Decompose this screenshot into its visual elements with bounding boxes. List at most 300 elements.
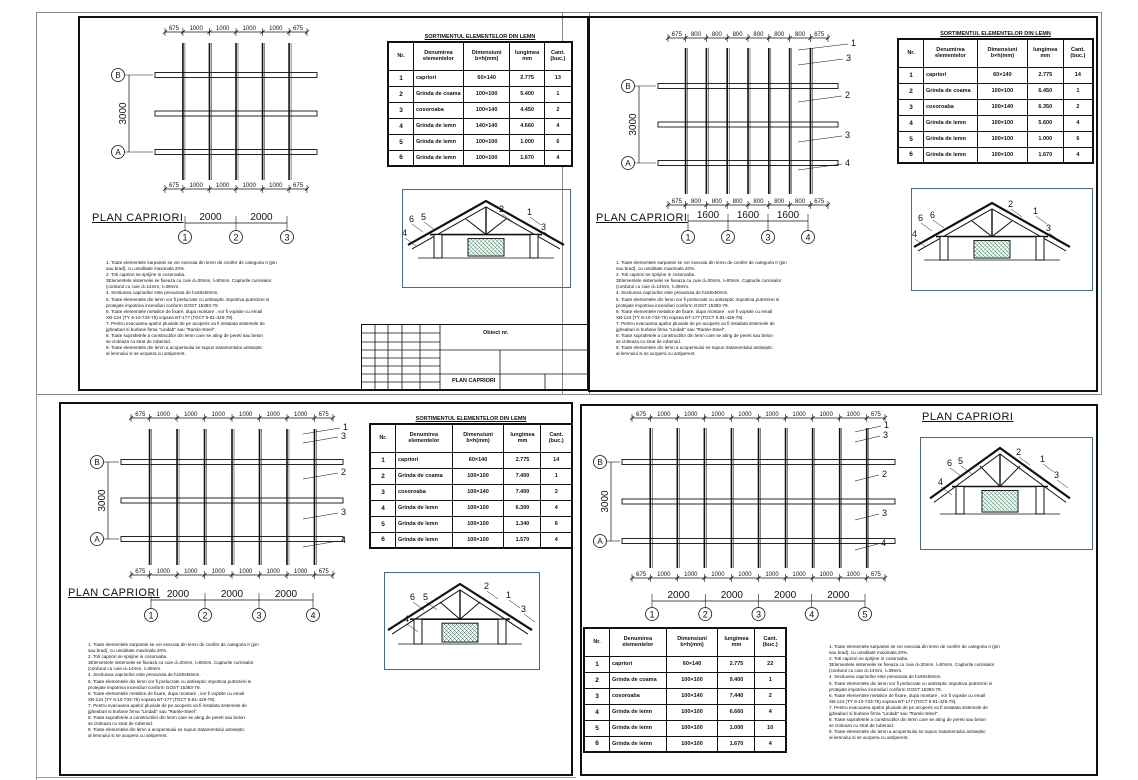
spec-table-cell-qty: 4 [755,736,786,752]
note-line: 6. Toate elementele metalice de fixare, dupa montare , vor fi vopsite cu email [88,690,245,696]
note-line: se izoleaza cu strat de ruberoid. [616,339,682,345]
dimension-label: 675 [671,199,682,205]
note-line: al lemnului si se acopera cu antiperent. [616,351,696,357]
note-line: 1. Toate elementele sarpantei se vor executa din lemn de conifer de categoria II (pin [616,260,787,265]
spec-table-header-cell: Cant. (buc.) [755,628,786,656]
note-line: protejate impotriva incendiuri conform GOST 15393-79. [616,302,729,308]
spec-table-cell-qty: 22 [755,656,786,672]
leader-label: 2 [845,90,851,100]
note-line: 7. Pentru evacuarea apelor pluviale de pe acoperis va fi instalata sistemele de [88,702,247,708]
spec-table-cell-qty: 13 [544,70,572,86]
dimension-label: 1000 [765,412,779,418]
leader-label: 1 [343,422,349,432]
axis-column-label: 1 [649,609,655,620]
detail-label: 5 [421,212,427,222]
spec-table-cell-name: Grinda de lemn [414,118,464,134]
axis-column-label: 1 [148,610,154,621]
detail-label: 6 [918,213,924,223]
spec-table-cell-nr: 1 [388,70,414,86]
axis-column-label: 1 [685,232,691,243]
note-line: XB-124 (TY 6-10-733-75) vopsea БT-177 (ГОСТ 5-81-426-79). [829,698,957,704]
spec-table-cell-nr: 5 [898,131,924,147]
spec-table-cell-qty: 4 [544,118,572,134]
note-line: 6. Toate elementele metalice de fixare, dupa montare , vor fi vopsite cu email [616,308,773,314]
leader-label: 4 [341,535,347,545]
dimension-label: 1000 [765,572,779,578]
dimension-label: 1000 [684,572,698,578]
dimension-label: 1000 [792,572,806,578]
note-line: 8. Toate suprafetele a constructilor din lemn care se ating de pereti sau beton [829,717,986,723]
note-line: 1. Toate elementele sarpantei se vor executa din lemn de conifer de categoria II (pin [829,644,1000,649]
dimension-label: 675 [870,572,881,578]
dimension-label: 1000 [846,572,860,578]
spec-table-cell-name: Grinda de lemn [924,147,978,163]
axis-column-label: 3 [256,610,262,621]
detail-label: 5 [958,456,964,466]
spec-table-cell-name: Grinda de coama [924,83,978,99]
dimension-label: 800 [774,199,785,205]
spec-table-cell-size: 100×140 [666,688,718,704]
spec-table-cell-name: Grinda de lemn [924,115,978,131]
note-line: 1. Toate elementele sarpantei se vor executa din lemn de conifer de categoria II (pin [88,642,259,647]
detail-label: 4 [912,229,918,239]
note-line: 7. Pentru evacuarea apelor pluviale de pe acoperis va fi instalata sistemele de [106,320,265,326]
dimension-label: 1000 [711,572,725,578]
spec-table-cell-nr: 4 [388,118,414,134]
spec-table-header-cell: Nr. [370,424,396,452]
axis-column-label: 5 [862,609,868,620]
spec-table-cell-size: 100×100 [452,500,504,516]
spec-table-cell-nr: 4 [584,704,610,720]
note-line: 9. Toate elementele din lemn a acoperisului se supun tratamentului antiseptic [88,727,245,733]
dimension-label: 675 [636,572,647,578]
dimension-label: 1000 [738,412,752,418]
dimension-label: 800 [711,199,722,205]
note-line: sau brad), cu umiditate maximala 20%. [616,266,696,272]
spec-table-cell-qty: 14 [1063,67,1093,83]
plan-title-1: PLAN CAPRIORI [92,212,184,224]
spec-table-cell-nr: 1 [584,656,610,672]
spec-table-cell-qty: 6 [1063,131,1093,147]
dimension-label: 1000 [294,569,308,575]
note-line: se izoleaza cu strat de ruberoid. [106,339,172,345]
spec-table-header-cell: Cant. (buc.) [544,42,572,70]
dimension-label: 1000 [269,183,283,189]
spec-table-cell-qty: 2 [541,484,572,500]
spec-table-cell-name: Grinda de lemn [414,134,464,150]
note-line: (cordurul cu cuie d=14mm, l=39mm. [88,666,162,672]
spec-table-cell-name: Grinda de coama [396,468,453,484]
spec-table-header-cell: Denumirea elementelor [610,628,667,656]
spec-table-cell-len: 5.600 [1027,115,1063,131]
span-dimension-label: 1600 [696,210,720,221]
spec-table-cell-len: 5.400 [510,86,544,102]
detail-label: 2 [1016,447,1022,457]
leader-label: 3 [341,431,347,441]
note-line: sau brad), cu umiditate maximala 20%. [829,650,909,656]
spec-table-header-cell: Nr. [898,39,924,67]
spec-table-cell-size: 100×100 [452,468,504,484]
detail-label: 2 [1008,199,1014,209]
title-block-object: Obiect nr. [483,330,509,336]
spec-table-cell-len: 1.670 [510,150,544,166]
spec-table-cell-name: capriori [396,452,453,468]
spec-table-cell-size: 100×100 [463,134,509,150]
spec-table-cell-nr: 1 [898,67,924,83]
note-line: 7. Pentru evacuarea apelor pluviale de pe acoperis va fi instalata sistemele de [829,704,988,710]
note-line: 3Elementele sistemelei se fixeaza cu cuie d=30mm, l=80mm. Capturile curnisalor [829,662,995,668]
note-line: 9. Toate elementele din lemn a acoperisului se supun tratamentului antiseptic [616,345,773,351]
dimension-label: 675 [636,412,647,418]
spec-table-header-cell: lungimea mm [510,42,544,70]
spec-table-caption: SORTIMENTUL ELEMENTELOR DIN LEMN [940,31,1051,37]
dimension-label: 1000 [266,412,280,418]
spec-table-cell-name: capriori [414,70,464,86]
vertical-dimension-label: 3000 [118,102,129,125]
span-dimension-label: 2000 [250,212,273,223]
note-line: se izoleaza cu strat de ruberoid. [88,721,154,727]
spec-table-cell-name: Grinda de lemn [610,736,667,752]
spec-table-caption: SORTIMENTUL ELEMENTELOR DIN LEMN [424,34,536,40]
dimension-label: 1000 [184,412,198,418]
spec-table-cell-name: cosoroaba [396,484,453,500]
spec-table-header-cell: Nr. [388,42,414,70]
spec-table-cell-name: capriori [924,67,978,83]
leader-label: 3 [845,130,851,140]
leader-label: 3 [846,53,852,63]
dimension-label: 1000 [657,572,671,578]
note-line: 8. Toate suprafetele a constructilor din lemn care se ating de pereti sau beton [106,333,263,339]
spec-table-cell-nr: 3 [370,484,396,500]
spec-table-cell-name: cosoroaba [924,99,978,115]
note-line: 8. Toate suprafetele a constructilor din lemn care se ating de pereti sau beton [88,715,245,721]
dimension-label: 1000 [269,26,283,32]
note-line: 4. Sectiunea capriorilor este prevazuta de h160x50mm. [829,674,942,680]
span-dimension-label: 2000 [774,590,797,601]
spec-table-cell-size: 60×140 [978,67,1028,83]
axis-column-label: 4 [310,610,316,621]
spec-table-cell-qty: 4 [541,532,572,548]
detail-label: 6 [410,592,416,602]
note-line: protejate impotriva incendiuri conform GOST 15393-79. [829,686,942,692]
spec-table-cell-qty: 1 [755,672,786,688]
spec-table-cell-qty: 14 [541,452,572,468]
spec-table-cell-nr: 6 [370,532,396,548]
dimension-label: 800 [711,32,722,38]
note-line: 2. Toti capriori se sprijine in cosoroaba. [106,272,186,278]
span-dimension-label: 1600 [736,210,760,221]
detail-label: 6 [409,214,415,224]
spec-table-cell-qty: 10 [755,720,786,736]
detail-label: 4 [938,477,944,487]
axis-row-label: A [94,535,100,544]
note-line: 9. Toate elementele din lemn a acoperisului se supun tratamentului antiseptic [106,345,263,351]
dimension-label: 800 [774,32,785,38]
note-line: 5. Toate elementele din lemn vor fi prelucrate cu antiseptic impotriva putrezirei si [616,296,780,302]
spec-table-cell-size: 100×140 [463,102,509,118]
dimension-label: 675 [293,26,304,32]
leader-label: 4 [881,538,887,548]
axis-column-label: 2 [702,609,708,620]
spec-table-cell-len: 7.440 [718,688,755,704]
dimension-label: 1000 [156,569,170,575]
dimension-label: 1000 [216,26,230,32]
spec-table-cell-len: 2.775 [504,452,541,468]
note-line: sau brad), cu umiditate maximala 20%. [88,648,168,654]
spec-table-cell-len: 1.670 [1027,147,1063,163]
dimension-label: 1000 [189,183,203,189]
detail-label: 4 [404,614,410,624]
note-line: al lemnului si se acopera cu antiperent. [106,351,186,357]
spec-table-cell-qty: 4 [544,150,572,166]
spec-table-cell-name: capriori [610,656,667,672]
dimension-label: 1000 [216,183,230,189]
note-line: protejate impotriva incendiuri conform GOST 15393-79. [106,302,219,308]
dimension-label: 1000 [239,569,253,575]
spec-table-cell-len: 1.000 [718,720,755,736]
spec-table-cell-len: 7.400 [504,484,541,500]
spec-table-cell-qty: 6 [544,134,572,150]
spec-table-cell-size: 100×100 [666,704,718,720]
spec-table-cell-len: 1.000 [1027,131,1063,147]
axis-row-label: B [625,82,631,91]
note-line: 4. Sectiunea capriorilor este prevazuta de h160x50mm. [88,672,201,678]
note-line: 5. Toate elementele din lemn vor fi prelucrate cu antiseptic impotriva putrezirei si [106,296,270,302]
note-line: (cordurul cu cuie d=14mm, l=39mm. [106,284,180,290]
spec-table-cell-nr: 4 [898,115,924,131]
dimension-label: 675 [135,412,146,418]
spec-table-cell-size: 140×140 [463,118,509,134]
spec-table-cell-qty: 4 [755,704,786,720]
spec-table-cell-size: 100×100 [666,720,718,736]
spec-table-cell-qty: 1 [1063,83,1093,99]
dimension-label: 800 [690,199,701,205]
spec-table-header-cell: lungimea mm [718,628,755,656]
dimension-label: 1000 [711,412,725,418]
dimension-label: 800 [753,32,764,38]
dimension-label: 1000 [239,412,253,418]
axis-column-label: 4 [809,609,815,620]
spec-table-cell-len: 1.570 [504,532,541,548]
spec-table-caption: SORTIMENTUL ELEMENTELOR DIN LEMN [415,416,527,422]
spec-table-cell-qty: 1 [544,86,572,102]
dimension-label: 675 [671,32,682,38]
note-line: sau brad), cu umiditate maximala 20%. [106,266,186,272]
note-line: jgheaburi si burlane firma "Lindab" sau "Ramle-Steel". [829,711,939,717]
axis-row-label: B [115,71,121,80]
plan-title-2: PLAN CAPRIORI [596,212,688,224]
note-line: 9. Toate elementele din lemn a acoperisului se supun tratamentului antiseptic [829,729,986,735]
dimension-label: 800 [732,32,743,38]
spec-table-cell-name: Grinda de lemn [610,704,667,720]
dimension-label: 1000 [738,572,752,578]
note-line: 8. Toate suprafetele a constructilor din lemn care se ating de pereti sau beton [616,333,773,339]
spec-table-header-cell: Denumirea elementelor [396,424,453,452]
dimension-label: 1000 [792,412,806,418]
note-line: al lemnului si se acopera cu antiperent. [829,735,909,741]
spec-table-cell-nr: 5 [370,516,396,532]
spec-table-cell-qty: 2 [544,102,572,118]
spec-table-cell-size: 100×100 [463,86,509,102]
span-dimension-label: 2000 [827,590,850,601]
note-line: XB-124 (TY 6-10-733-75) vopsea БT-177 (ГОСТ 5-81-426-79). [616,314,744,320]
spec-table-cell-len: 7.400 [504,468,541,484]
dimension-label: 800 [795,32,806,38]
note-line: 5. Toate elementele din lemn vor fi prelucrate cu antiseptic impotriva putrezirei si [88,678,252,684]
spec-table-cell-len: 1.670 [718,736,755,752]
spec-table-cell-name: Grinda de coama [414,86,464,102]
dimension-label: 1000 [266,569,280,575]
leader-label: 4 [845,158,851,168]
spec-table-header-cell: lungimea mm [504,424,541,452]
detail-label: 3 [541,222,547,232]
dimension-label: 675 [168,183,179,189]
spec-table-cell-size: 60×140 [666,656,718,672]
dimension-label: 1000 [819,572,833,578]
spec-table-cell-len: 6.660 [718,704,755,720]
axis-column-label: 3 [284,232,290,243]
detail-label: 3 [1046,223,1052,233]
spec-table-cell-size: 60×140 [463,70,509,86]
plan-title-3: PLAN CAPRIORI [68,587,160,599]
spec-table-header-cell: Dimensiuni b×h(mm) [463,42,509,70]
axis-row-label: A [625,159,631,168]
spec-table-cell-size: 100×100 [978,147,1028,163]
detail-label: 3 [1054,470,1060,480]
dimension-label: 800 [690,32,701,38]
spec-table-cell-len: 2.775 [510,70,544,86]
dimension-label: 1000 [242,183,256,189]
note-line: (cordurul cu cuie d=14mm, l=39mm. [616,284,690,290]
note-line: se izoleaza cu strat de ruberoid. [829,723,895,729]
spec-table-cell-name: Grinda de coama [610,672,667,688]
spec-table-cell-len: 4.450 [510,102,544,118]
detail-label: 3 [521,604,527,614]
axis-row-label: A [597,537,603,546]
spec-table-header-cell: Cant. (buc.) [541,424,572,452]
spec-table-cell-name: Grinda de lemn [610,720,667,736]
vertical-dimension-label: 3000 [97,489,108,512]
spec-table-cell-nr: 2 [898,83,924,99]
spec-table-cell-name: Grinda de lemn [396,500,453,516]
note-line: 2. Toti capriori se sprijine in cosoroaba. [616,272,696,278]
spec-table-cell-qty: 2 [755,688,786,704]
span-dimension-label: 2000 [166,589,190,600]
leader-label: 3 [341,507,347,517]
axis-column-label: 2 [233,232,239,243]
note-line: 5. Toate elementele din lemn vor fi prelucrate cu antiseptic impotriva putrezirei si [829,680,993,686]
note-line: XB-124 (TY 6-10-733-75) vopsea БT-177 (ГОСТ 5-81-426-79). [88,696,216,702]
spec-table-cell-len: 6.450 [1027,83,1063,99]
spec-table-cell-size: 100×100 [978,83,1028,99]
plan-title-4: PLAN CAPRIORI [922,411,1014,423]
detail-label: 4 [402,228,408,238]
detail-label: 2 [484,581,490,591]
detail-label: 1 [527,207,533,217]
note-line: 4. Sectiunea capriorilor este prevazuta de h160x50mm. [616,290,729,296]
dimension-label: 675 [168,26,179,32]
spec-table-header-cell: Cant. (buc.) [1063,39,1093,67]
note-line: 3Elementele sistemelei se fixeaza cu cuie d=30mm, l=80mm. Capturile curnisalor [616,278,782,284]
spec-table-cell-nr: 3 [388,102,414,118]
leader-label: 3 [882,508,888,518]
dimension-label: 675 [814,32,825,38]
spec-table-header-cell: Nr. [584,628,610,656]
dimension-label: 675 [318,569,329,575]
spec-table-cell-nr: 5 [584,720,610,736]
spec-table-cell-size: 100×100 [978,131,1028,147]
dimension-label: 800 [795,199,806,205]
dimension-label: 800 [753,199,764,205]
note-line: XB-124 (TY 6-10-733-75) vopsea БT-177 (ГОСТ 5-81-426-79). [106,314,234,320]
note-line: jgheaburi si burlane firma "Lindab" sau "Ramle-Steel". [88,709,198,715]
spec-table-cell-size: 100×100 [452,516,504,532]
dimension-label: 1000 [211,569,225,575]
spec-table-cell-nr: 6 [584,736,610,752]
note-line: protejate impotriva incendiuri conform GOST 15393-79. [88,684,201,690]
spec-table-cell-size: 100×100 [666,736,718,752]
span-dimension-label: 2000 [720,590,743,601]
spec-table-cell-size: 100×100 [463,150,509,166]
note-line: 7. Pentru evacuarea apelor pluviale de pe acoperis va fi instalata sistemele de [616,320,775,326]
detail-label: 1 [506,590,512,600]
leader-label: 2 [341,467,347,477]
dimension-label: 1000 [184,569,198,575]
spec-table-cell-size: 100×100 [452,532,504,548]
note-line: 2. Toti capriori se sprijine in cosoroaba. [88,654,168,660]
span-dimension-label: 2000 [667,590,690,601]
axis-column-label: 3 [755,609,762,620]
spec-table-cell-size: 100×140 [978,99,1028,115]
dimension-label: 1000 [819,412,833,418]
dimension-label: 1000 [156,412,170,418]
spec-table-header-cell: Dimensiuni b×h(mm) [978,39,1028,67]
leader-label: 2 [882,469,888,479]
spec-table-cell-name: Grinda de lemn [924,131,978,147]
title-block-drawing-name: PLAN CAPRIORI [452,378,496,384]
vertical-dimension-label: 3000 [628,113,639,136]
spec-table-cell-name: Grinda de lemn [396,516,453,532]
spec-table-cell-nr: 2 [370,468,396,484]
axis-row-label: A [115,148,121,157]
spec-table-cell-name: cosoroaba [610,688,667,704]
spec-table-cell-qty: 4 [1063,115,1093,131]
dimension-label: 675 [870,412,881,418]
spec-table-cell-nr: 6 [388,150,414,166]
spec-table-header-cell: Dimensiuni b×h(mm) [452,424,504,452]
note-line: 4. Sectiunea capriorilor este prevazuta de h160x50mm. [106,290,219,296]
axis-column-label: 1 [182,232,188,243]
span-dimension-label: 1600 [776,210,800,221]
axis-column-label: 2 [725,232,731,243]
span-dimension-label: 2000 [199,212,222,223]
detail-label: 6 [947,458,953,468]
spec-table-cell-nr: 5 [388,134,414,150]
vertical-dimension-label: 3000 [600,490,611,513]
spec-table-cell-nr: 4 [370,500,396,516]
note-line: 3Elementele sistemelei se fixeaza cu cuie d=30mm, l=80mm. Capturile curnisalor [88,660,254,666]
spec-table-cell-name: cosoroaba [414,102,464,118]
spec-table-cell-size: 100×100 [666,672,718,688]
spec-table-header-cell: lungimea mm [1027,39,1063,67]
spec-table-header-cell: Denumirea elementelor [924,39,978,67]
dimension-label: 1000 [684,412,698,418]
span-dimension-label: 2000 [274,589,298,600]
spec-table-cell-nr: 3 [584,688,610,704]
dimension-label: 675 [293,183,304,189]
note-line: al lemnului si se acopera cu antiperent. [88,733,168,739]
detail-label: 6 [930,210,936,220]
